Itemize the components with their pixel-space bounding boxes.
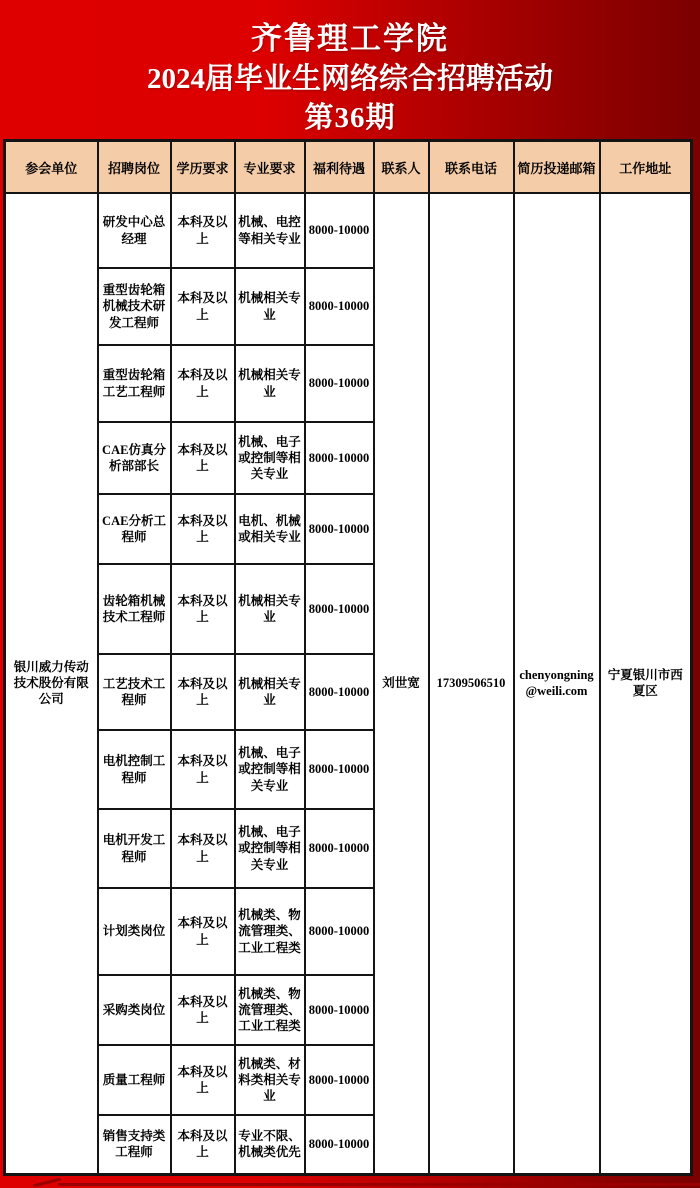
salary-cell: 8000-10000 <box>305 809 374 888</box>
position-cell: 采购类岗位 <box>98 975 171 1045</box>
major-cell: 电机、机械或相关专业 <box>235 494 305 564</box>
major-cell: 机械相关专业 <box>235 345 305 422</box>
column-header-position: 招聘岗位 <box>98 141 171 194</box>
column-header-address: 工作地址 <box>600 141 692 194</box>
title-event-name: 2024届毕业生网络综合招聘活动 <box>146 63 553 95</box>
education-cell: 本科及以上 <box>171 564 235 654</box>
education-cell: 本科及以上 <box>171 654 235 730</box>
salary-cell: 8000-10000 <box>305 654 374 730</box>
work-address-cell: 宁夏银川市西夏区 <box>600 193 692 1174</box>
major-cell: 专业不限、机械类优先 <box>235 1115 305 1174</box>
salary-cell: 8000-10000 <box>305 268 374 345</box>
position-cell: 工艺技术工程师 <box>98 654 171 730</box>
position-cell: 计划类岗位 <box>98 888 171 975</box>
education-cell: 本科及以上 <box>171 494 235 564</box>
salary-cell: 8000-10000 <box>305 1045 374 1115</box>
major-cell: 机械类、物流管理类、工业工程类 <box>235 888 305 975</box>
major-cell: 机械类、材料类相关专业 <box>235 1045 305 1115</box>
education-cell: 本科及以上 <box>171 809 235 888</box>
position-cell: 质量工程师 <box>98 1045 171 1115</box>
recruitment-table <box>3 139 693 1176</box>
education-cell: 本科及以上 <box>171 345 235 422</box>
column-header-salary: 福利待遇 <box>305 141 374 194</box>
salary-cell: 8000-10000 <box>305 422 374 494</box>
position-cell: 电机控制工程师 <box>98 730 171 809</box>
table-header-row <box>5 141 692 194</box>
major-cell: 机械相关专业 <box>235 564 305 654</box>
major-cell: 机械、电控等相关专业 <box>235 193 305 268</box>
contact-email-cell: chenyongning@weili.com <box>514 193 600 1174</box>
position-cell: 重型齿轮箱工艺工程师 <box>98 345 171 422</box>
position-cell: 研发中心总经理 <box>98 193 171 268</box>
salary-cell: 8000-10000 <box>305 975 374 1045</box>
major-cell: 机械相关专业 <box>235 268 305 345</box>
position-cell: 重型齿轮箱机械技术研发工程师 <box>98 268 171 345</box>
education-cell: 本科及以上 <box>171 1115 235 1174</box>
major-cell: 机械、电子或控制等相关专业 <box>235 809 305 888</box>
column-header-phone: 联系电话 <box>429 141 514 194</box>
salary-cell: 8000-10000 <box>305 494 374 564</box>
footer-accent-diagonal <box>33 1178 61 1188</box>
title-issue-number: 第36期 <box>304 102 396 134</box>
major-cell: 机械类、物流管理类、工业工程类 <box>235 975 305 1045</box>
salary-cell: 8000-10000 <box>305 1115 374 1174</box>
education-cell: 本科及以上 <box>171 888 235 975</box>
salary-cell: 8000-10000 <box>305 730 374 809</box>
education-cell: 本科及以上 <box>171 1045 235 1115</box>
column-header-major: 专业要求 <box>235 141 305 194</box>
salary-cell: 8000-10000 <box>305 564 374 654</box>
major-cell: 机械、电子或控制等相关专业 <box>235 422 305 494</box>
company-name-cell: 银川威力传动技术股份有限公司 <box>5 193 98 1174</box>
column-header-email: 简历投递邮箱 <box>514 141 600 194</box>
position-cell: CAE分析工程师 <box>98 494 171 564</box>
education-cell: 本科及以上 <box>171 268 235 345</box>
major-cell: 机械、电子或控制等相关专业 <box>235 730 305 809</box>
position-cell: 电机开发工程师 <box>98 809 171 888</box>
contact-name-cell: 刘世宽 <box>374 193 429 1174</box>
education-cell: 本科及以上 <box>171 193 235 268</box>
position-cell: 齿轮箱机械技术工程师 <box>98 564 171 654</box>
table-row <box>5 193 692 268</box>
column-header-company: 参会单位 <box>5 141 98 194</box>
footer-accent-line <box>58 1183 700 1186</box>
education-cell: 本科及以上 <box>171 422 235 494</box>
position-cell: CAE仿真分析部部长 <box>98 422 171 494</box>
salary-cell: 8000-10000 <box>305 193 374 268</box>
column-header-education: 学历要求 <box>171 141 235 194</box>
page-title <box>0 18 700 137</box>
title-school-name: 齐鲁理工学院 <box>251 21 449 56</box>
education-cell: 本科及以上 <box>171 730 235 809</box>
position-cell: 销售支持类工程师 <box>98 1115 171 1174</box>
education-cell: 本科及以上 <box>171 975 235 1045</box>
column-header-contact: 联系人 <box>374 141 429 194</box>
salary-cell: 8000-10000 <box>305 345 374 422</box>
salary-cell: 8000-10000 <box>305 888 374 975</box>
contact-phone-cell: 17309506510 <box>429 193 514 1174</box>
major-cell: 机械相关专业 <box>235 654 305 730</box>
